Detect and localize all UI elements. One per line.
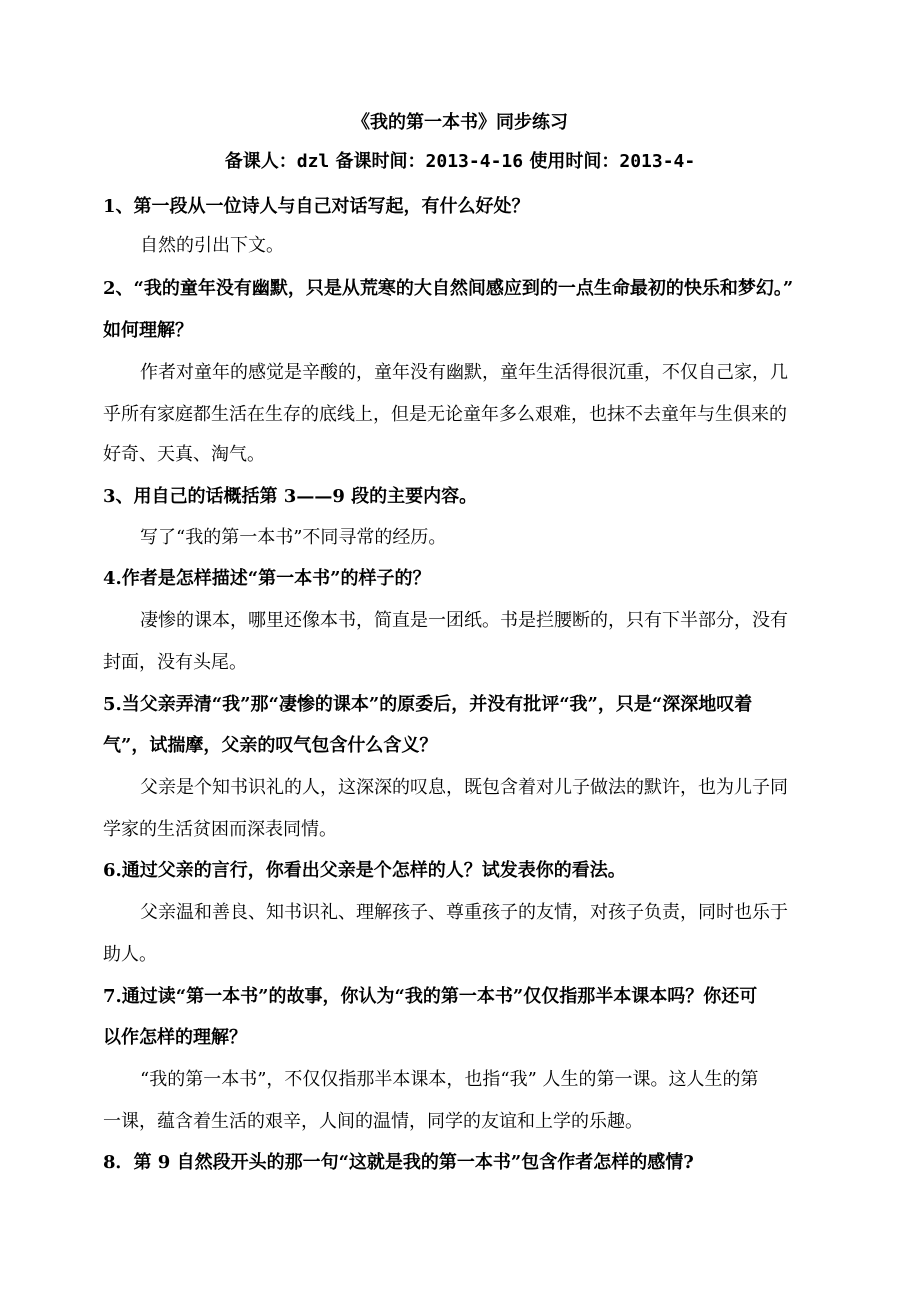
question-2-line-1: 2、“我的童年没有幽默，只是从荒寒的大自然间感应到的一点生命最初的快乐和梦幻。” — [103, 278, 794, 299]
answer-5-line-2: 学家的生活贫困而深表同情。 — [103, 819, 337, 840]
lesson-info — [0, 147, 920, 177]
answer-2-line-2: 乎所有家庭都生活在生存的底线上，但是无论童年多么艰难，也抹不去童年与生俱来的 — [103, 404, 787, 425]
preparer-label: 备课人： — [224, 151, 297, 172]
question-7-line-2: 以作怎样的理解？ — [103, 1027, 247, 1048]
question-1-line-1: 1、第一段从一位诗人与自己对话写起，有什么好处？ — [103, 196, 530, 217]
question-8-line-1: 8．第 9 自然段开头的那一句“这就是我的第一本书”包含作者怎样的感情? — [103, 1152, 694, 1173]
answer-4-line-1: 凄惨的课本，哪里还像本书，简直是一团纸。书是拦腰断的，只有下半部分，没有 — [140, 610, 788, 631]
answer-7-line-1: “我的第一本书”，不仅仅指那半本课本，也指“我” 人生的第一课。这人生的第 — [140, 1069, 759, 1090]
question-5-line-1: 5.当父亲弄清“我”那“凄惨的课本”的原委后，并没有批评“我”，只是“深深地叹着 — [103, 694, 753, 715]
answer-1-line-1: 自然的引出下文。 — [140, 235, 284, 256]
answer-5-line-1: 父亲是个知书识礼的人，这深深的叹息，既包含着对儿子做法的默许，也为儿子同 — [140, 777, 788, 798]
prep-time-value: 2013-4-16 — [425, 151, 524, 172]
question-4-line-1: 4.作者是怎样描述“第一本书”的样子的？ — [103, 568, 431, 589]
page-title: 《我的第一本书》同步练习 — [352, 112, 568, 133]
answer-7-line-2: 一课，蕴含着生活的艰辛，人间的温情，同学的友谊和上学的乐趣。 — [103, 1111, 643, 1132]
answer-2-line-3: 好奇、天真、淘气。 — [103, 444, 265, 465]
prep-time-label: 备课时间： — [329, 151, 426, 172]
use-time-value: 2013-4- — [619, 151, 696, 172]
answer-6-line-1: 父亲温和善良、知书识礼、理解孩子、尊重孩子的友情，对孩子负责，同时也乐于 — [140, 902, 788, 923]
answer-3-line-1: 写了“我的第一本书”不同寻常的经历。 — [140, 527, 447, 548]
question-6-line-1: 6.通过父亲的言行，你看出父亲是个怎样的人？试发表你的看法。 — [103, 860, 626, 881]
question-2-line-2: 如何理解？ — [103, 320, 193, 341]
question-5-line-2: 气”，试揣摩，父亲的叹气包含什么含义？ — [103, 735, 438, 756]
question-3-line-1: 3、用自己的话概括第 3——9 段的主要内容。 — [103, 486, 478, 507]
question-7-line-1: 7.通过读“第一本书”的故事，你认为“我的第一本书”仅仅指那半本课本吗？你还可 — [103, 986, 758, 1007]
answer-2-line-1: 作者对童年的感觉是辛酸的，童年没有幽默，童年生活得很沉重，不仅自己家，几 — [140, 362, 788, 383]
preparer-value: dzl — [296, 151, 330, 172]
answer-4-line-2: 封面，没有头尾。 — [103, 652, 247, 673]
answer-6-line-2: 助人。 — [103, 944, 157, 965]
use-time-label: 使用时间： — [523, 151, 620, 172]
